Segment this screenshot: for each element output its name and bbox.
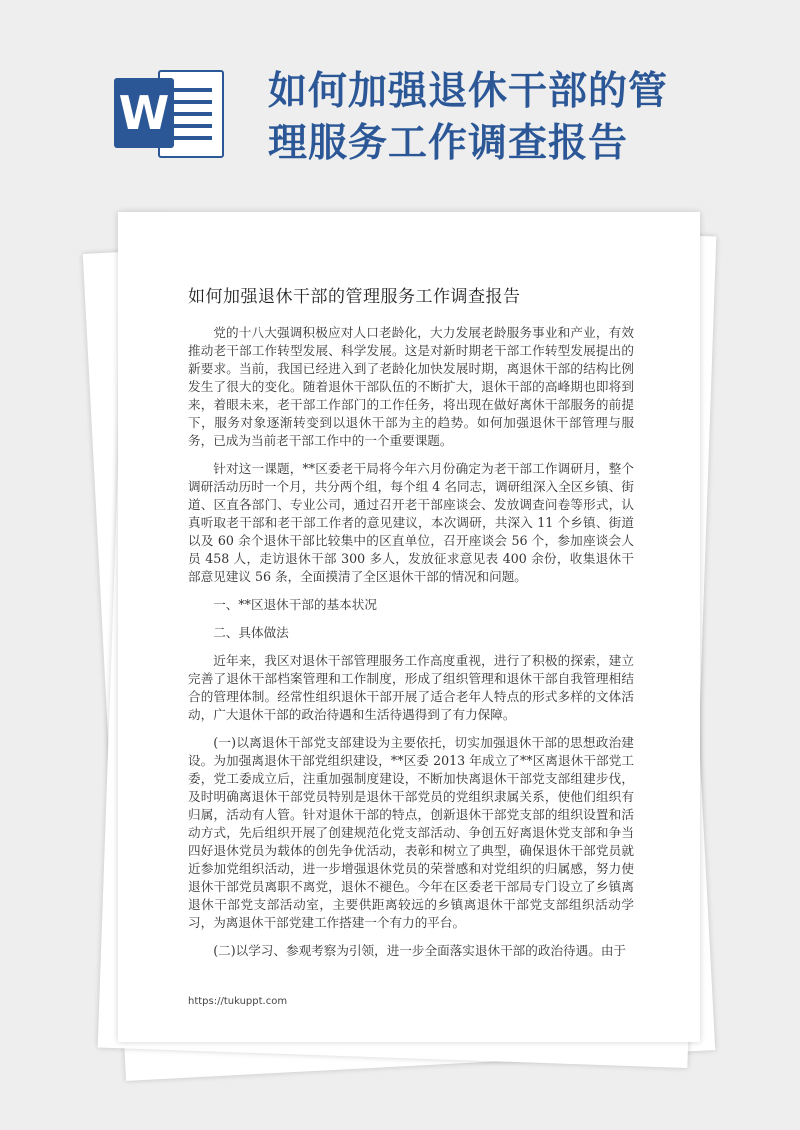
document-page [118,212,700,1042]
word-document-icon [114,64,226,164]
document-title: 如何加强退休干部的管理服务工作调查报告 [188,287,521,307]
paragraph: (二)以学习、参观考察为引领，进一步全面落实退休干部的政治待遇。由于 [213,943,627,958]
paragraph: (一)以离退休干部党支部建设为主要依托，切实加强退休干部的思想政治建设。为加强离退休干部党组织建设，**区委 2013 年成立了**区离退休干部党工委，党工委成立后，注重加强制度建设，不断加快离退休干部党支部组建步伐，及时明确离退休干部党员特别是退休干部党员的党组织隶属关系，使他们组织有归属，活动有人管。针对退休干部的特点，创新退休干部党支部的组织设置和活动方式，先后组织开展了创建规范化党支部活动、争创五好离退休党支部和争当四好退休党员为载体的创先争优活动，表彰和树立了典型，确保退休干部党员就近参加党组织活动，进一步增强退休党员的荣誉感和对党组织的归属感，努力使退休干部党员离职不离党，退休不褪色。今年在区委老干部局专门设立了乡镇离退休干部党支部活动室，主要供距离较远的乡镇离退休干部党支部组织活动学习，为离退休干部党建工作搭建一个有力的平台。 [188,735,634,930]
header-banner [0,0,800,200]
paragraph: 党的十八大强调积极应对人口老龄化，大力发展老龄服务事业和产业，有效推动老干部工作转型发展、科学发展。这是对新时期老干部工作转型发展提出的新要求。当前，我国已经进入到了老龄化加快发展时期，离退休干部的结构比例发生了很大的变化。随着退休干部队伍的不断扩大，退休干部的高峰期也即将到来，着眼未来，老干部工作部门的工作任务，将出现在做好离休干部服务的前提下，服务对象逐渐转变到以退休干部为主的趋势。如何加强退休干部管理与服务，已成为当前老干部工作中的一个重要课题。 [188,325,634,448]
page-title: 如何加强退休干部的管理服务工作调查报告 [268,69,669,166]
footer-url[interactable]: https://tukuppt.com [188,996,288,1007]
document-body [188,324,634,970]
section-heading: 二、具体做法 [213,625,289,640]
paragraph: 近年来，我区对退休干部管理服务工作高度重视，进行了积极的探索，建立完善了退休干部档案管理和工作制度，形成了组织管理和退休干部自我管理相结合的管理体制。经常性组织退休干部开展了适合老年人特点的形式多样的文体活动，广大退休干部的政治待遇和生活待遇得到了有力保障。 [188,653,634,722]
paragraph: 针对这一课题，**区委老干局将今年六月份确定为老干部工作调研月，整个调研活动历时一个月，共分两个组，每个组 4 名同志，调研组深入全区乡镇、街道、区直各部门、专业公司，通过召开老干部座谈会、发放调查问卷等形式，认真听取老干部和老干部工作者的意见建议，本次调研，共深入 11 个乡镇、街道以及 60 余个退休干部比较集中的区直单位，召开座谈会 56 个，参加座谈会人员 458 人，走访退休干部 300 多人，发放征求意见表 400 余份，收集退休干部意见建议 56 条，全面摸清了全区退休干部的情况和问题。 [188,461,634,584]
section-heading: 一、**区退休干部的基本状况 [213,597,377,612]
word-logo-letter: W [114,78,174,148]
